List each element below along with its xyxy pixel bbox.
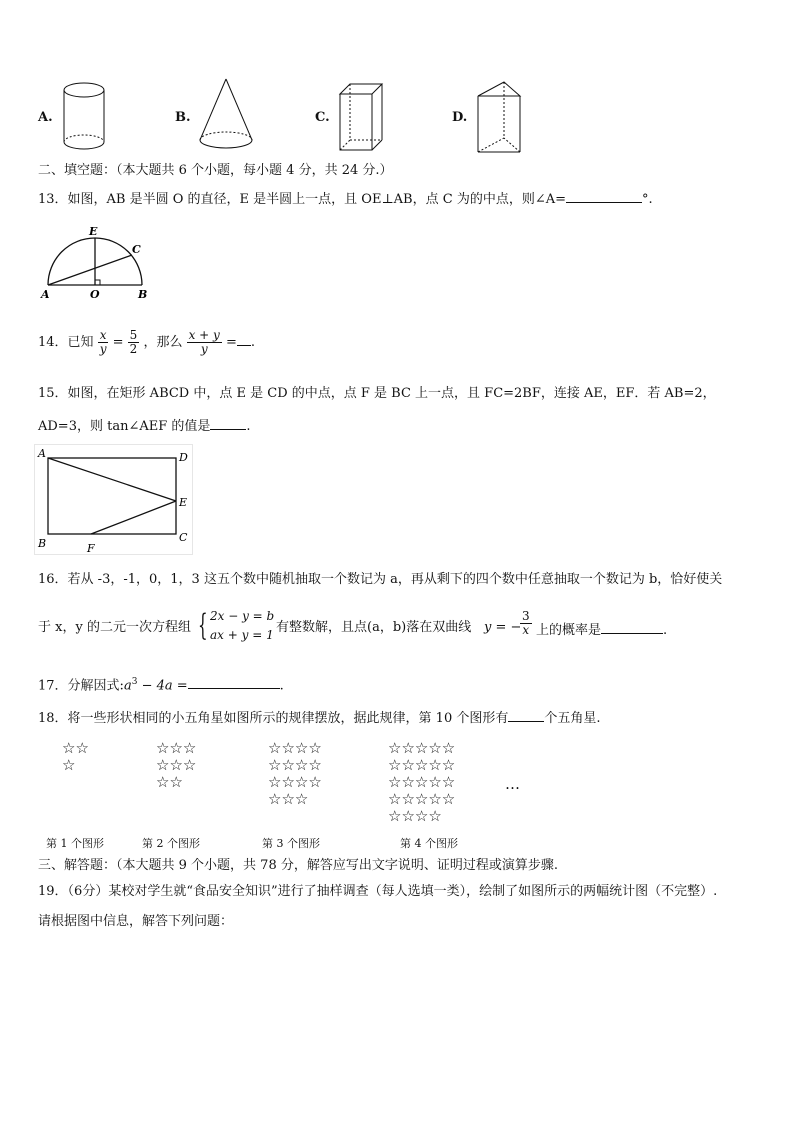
cone-figure bbox=[196, 76, 256, 156]
q14-fraction-sum-over-y: $\frac{x + y}{y}$ bbox=[188, 328, 220, 356]
q17-text bbox=[38, 674, 284, 694]
q13-question: 13．如图，AB 是半圆 O 的直径，E 是半圆上一点，且 OE⊥AB，点 C 为的中点，则∠A= bbox=[38, 192, 566, 207]
q17-expr-rest: − 4a = bbox=[137, 678, 188, 694]
q15-answer-blank[interactable] bbox=[210, 416, 246, 430]
q14-tail: . bbox=[250, 335, 256, 350]
q18-text bbox=[38, 708, 601, 727]
star-row: ☆☆☆☆☆ bbox=[388, 739, 456, 757]
q13-suffix: °. bbox=[642, 192, 653, 207]
q16-answer-blank[interactable] bbox=[601, 620, 663, 634]
q13-label-b: B bbox=[138, 288, 148, 301]
q15-label-c: C bbox=[179, 531, 188, 544]
q14-answer-blank[interactable] bbox=[237, 332, 251, 346]
star-row: ☆☆ bbox=[156, 773, 183, 791]
q18-question: 18．将一些形状相同的小五角星如图所示的规律摆放，据此规律，第 10 个图形有 bbox=[38, 711, 509, 726]
star-row: ☆☆☆☆☆ bbox=[388, 790, 456, 808]
q15-suffix: . bbox=[246, 419, 251, 434]
q16-mid: 有整数解，且点(a，b)落在双曲线 bbox=[276, 620, 472, 635]
q15-label-e: E bbox=[179, 496, 188, 509]
q13-label-o: O bbox=[90, 288, 100, 301]
q17-prefix: 17．分解因式: bbox=[38, 678, 124, 694]
star-row: ☆☆☆☆☆ bbox=[388, 773, 456, 791]
q18-suffix: 个五角星. bbox=[544, 711, 601, 726]
q14-equals-2: = bbox=[225, 335, 237, 350]
option-c-label: C. bbox=[315, 110, 330, 125]
q13-label-c: C bbox=[132, 243, 141, 256]
q14-mid: ，那么 bbox=[143, 335, 183, 350]
q15-line2 bbox=[38, 416, 251, 435]
star-row: ☆☆☆☆ bbox=[268, 773, 322, 791]
q16-after: 上的概率是 . bbox=[536, 620, 667, 639]
q18-answer-blank[interactable] bbox=[508, 708, 544, 722]
q17-suffix: . bbox=[279, 678, 284, 694]
q14-fraction-5-over-2: $\frac{5}{2}$ bbox=[129, 328, 138, 356]
q18-figure-3 bbox=[268, 740, 322, 808]
q15-rectangle-figure bbox=[34, 444, 196, 556]
q18-caption-2: 第 2 个图形 bbox=[142, 837, 200, 850]
q14-text bbox=[38, 329, 255, 356]
star-row: ☆☆☆☆☆ bbox=[388, 756, 456, 774]
q16-curve-fraction: $\frac{3}{x}$ bbox=[522, 609, 530, 637]
q13-text bbox=[38, 189, 653, 208]
q18-caption-4: 第 4 个图形 bbox=[400, 837, 458, 850]
q15-label-f: F bbox=[87, 542, 95, 555]
star-row: ☆☆☆ bbox=[268, 790, 309, 808]
q15-question: AD=3，则 tan∠AEF 的值是 bbox=[38, 419, 211, 434]
q18-caption-1: 第 1 个图形 bbox=[46, 837, 104, 850]
q15-line1: 15．如图，在矩形 ABCD 中，点 E 是 CD 的中点，点 F 是 BC 上一点，且 FC=2BF，连接 AE，EF．若 AB=2， bbox=[38, 386, 716, 401]
star-row: ☆☆☆☆ bbox=[268, 739, 322, 757]
triangular-prism-figure bbox=[474, 78, 526, 156]
q15-label-a: A bbox=[38, 447, 46, 460]
section3-title: 三、解答题：（本大题共 9 个小题，共 78 分，解答应写出文字说明、证明过程或演算步骤. bbox=[38, 858, 558, 873]
option-a-label: A. bbox=[38, 110, 53, 125]
q16-system-eq1: 2x − y = b bbox=[210, 609, 275, 623]
q16-system-eq2: ax + y = 1 bbox=[210, 628, 274, 642]
option-d-label: D. bbox=[452, 110, 468, 125]
q17-answer-blank[interactable] bbox=[188, 675, 280, 689]
cylinder-figure bbox=[60, 80, 110, 154]
q18-figure-2 bbox=[156, 740, 196, 791]
q16-brace: { bbox=[198, 608, 208, 643]
q15-label-b: B bbox=[38, 537, 47, 550]
q19-line2: 请根据图中信息，解答下列问题： bbox=[38, 914, 234, 929]
star-row: ☆☆☆ bbox=[156, 739, 197, 757]
star-row: ☆☆☆☆ bbox=[268, 756, 322, 774]
section2-title: 二、填空题：（本大题共 6 个小题，每小题 4 分，共 24 分.） bbox=[38, 163, 393, 178]
option-b-label: B. bbox=[175, 110, 191, 125]
q16-prefix: 于 x，y 的二元一次方程组 bbox=[38, 620, 191, 635]
q18-ellipsis: … bbox=[505, 775, 520, 793]
q16-line1: 16．若从 -3，-1，0，1，3 这五个数中随机抽取一个数记为 a，再从剩下的四个数中任意抽取一个数记为 b，恰好使关 bbox=[38, 572, 723, 587]
q19-line1: 19．（6分）某校对学生就“食品安全知识”进行了抽样调查（每人选填一类），绘制了如图所示的两幅统计图（不完整）. bbox=[38, 884, 718, 899]
q13-answer-blank[interactable] bbox=[566, 189, 642, 203]
q14-fraction-x-over-y: $\frac{x}{y}$ bbox=[99, 328, 107, 356]
q16-curve-lhs: y = − bbox=[484, 620, 522, 635]
q14-equals: = bbox=[112, 335, 124, 350]
q18-figure-1 bbox=[62, 740, 89, 774]
star-row: ☆ bbox=[62, 756, 76, 774]
q13-semicircle-figure bbox=[38, 222, 156, 304]
q18-caption-3: 第 3 个图形 bbox=[262, 837, 320, 850]
q14-prefix: 14．已知 bbox=[38, 335, 94, 350]
q13-label-e: E bbox=[89, 225, 98, 238]
q18-figure-4 bbox=[388, 740, 455, 825]
star-row: ☆☆☆ bbox=[156, 756, 197, 774]
rectangular-prism-figure bbox=[336, 80, 386, 156]
q17-expr-a: a bbox=[123, 678, 132, 694]
star-row: ☆☆☆☆ bbox=[388, 807, 442, 825]
q13-label-a: A bbox=[41, 288, 50, 301]
q17-expr-exp: 3 bbox=[131, 677, 138, 687]
q15-label-d: D bbox=[179, 451, 188, 464]
star-row: ☆☆ bbox=[62, 739, 89, 757]
